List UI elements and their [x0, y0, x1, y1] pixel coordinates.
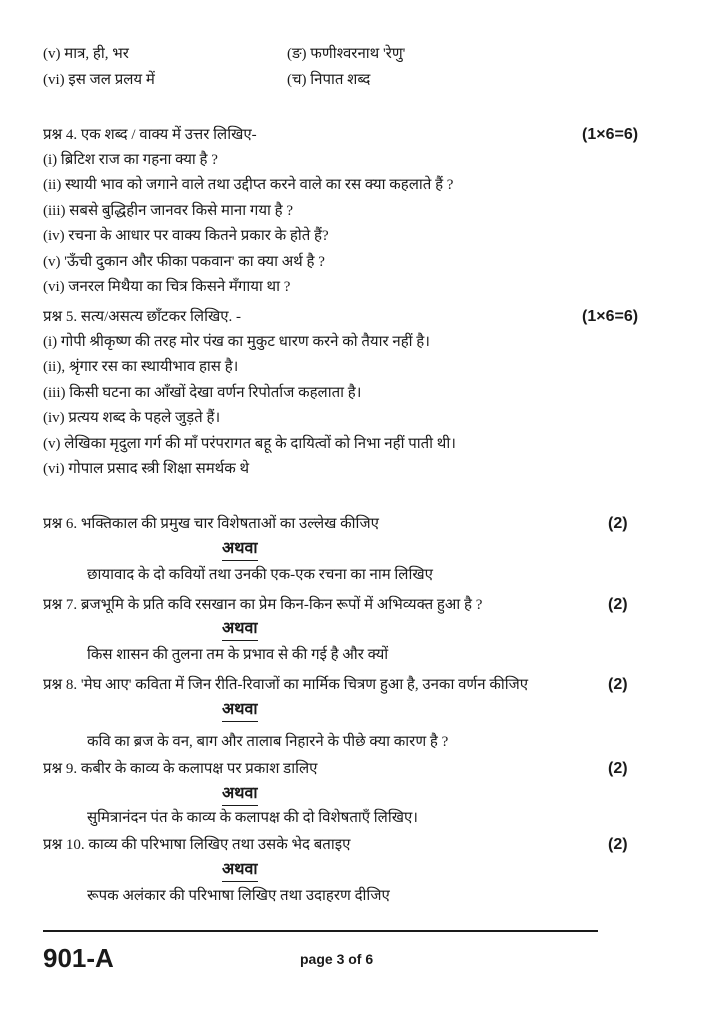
paper-code: 901-A: [43, 943, 114, 973]
q8-or-label: अथवा: [222, 700, 258, 722]
footer-divider: [43, 930, 598, 932]
q9-or-label: अथवा: [222, 784, 258, 806]
q10-text: प्रश्न 10. काव्य की परिभाषा लिखिए तथा उसके भेद बताइए: [43, 837, 351, 853]
q5-marks: (1×6=6): [582, 308, 639, 325]
q7-marks: (2): [608, 596, 628, 613]
q5-item: (iii) किसी घटना का आँखों देखा वर्णन रिपोर्ताज कहलाता है।: [43, 385, 362, 401]
q9-marks: (2): [608, 760, 628, 777]
q9-alternative: सुमित्रानंदन पंत के काव्य के कलापक्ष की दो विशेषताएँ लिखिए।: [87, 810, 418, 826]
carryover-right-nga: (ङ) फणीश्वरनाथ 'रेणु': [287, 46, 406, 62]
q4-item: (iv) रचना के आधार पर वाक्य कितने प्रकार के होते हैं?: [43, 228, 329, 244]
carryover-left-vi: (vi) इस जल प्रलय में: [43, 72, 155, 88]
q4-title: प्रश्न 4. एक शब्द / वाक्य में उत्तर लिखिए-: [43, 127, 257, 143]
q10-marks: (2): [608, 836, 628, 853]
q6-or-label: अथवा: [222, 539, 258, 561]
q5-item: (v) लेखिका मृदुला गर्ग की माँ परंपरागत बहू के दायित्वों को निभा नहीं पाती थी।: [43, 436, 456, 452]
q7-or-label: अथवा: [222, 619, 258, 641]
q7-text: प्रश्न 7. ब्रजभूमि के प्रति कवि रसखान का प्रेम किन-किन रूपों में अभिव्यक्त हुआ है ?: [43, 597, 483, 613]
carryover-right-cha: (च) निपात शब्द: [287, 72, 371, 88]
q8-alternative: कवि का ब्रज के वन, बाग और तालाब निहारने के पीछे क्या कारण है ?: [87, 734, 449, 750]
q8-marks: (2): [608, 676, 628, 693]
carryover-left-v: (v) मात्र, ही, भर: [43, 46, 129, 62]
q4-item: (iii) सबसे बुद्धिहीन जानवर किसे माना गया है ?: [43, 203, 294, 219]
q4-item: (v) 'ऊँची दुकान और फीका पकवान' का क्या अर्थ है ?: [43, 254, 325, 270]
q6-alternative: छायावाद के दो कवियों तथा उनकी एक-एक रचना का नाम लिखिए: [87, 567, 433, 583]
q8-text: प्रश्न 8. 'मेघ आए' कविता में जिन रीति-रिवाजों का मार्मिक चित्रण हुआ है, उनका वर्णन कीजिए: [43, 677, 529, 693]
q5-item: (iv) प्रत्यय शब्द के पहले जुड़ते हैं।: [43, 410, 221, 426]
q4-item: (ii) स्थायी भाव को जगाने वाले तथा उद्दीप्त करने वाले का रस क्या कहलाते हैं ?: [43, 177, 454, 193]
q10-alternative: रूपक अलंकार की परिभाषा लिखिए तथा उदाहरण दीजिए: [87, 888, 390, 904]
q5-item: (i) गोपी श्रीकृष्ण की तरह मोर पंख का मुकुट धारण करने को तैयार नहीं है।: [43, 334, 430, 350]
q4-marks: (1×6=6): [582, 126, 639, 143]
q5-item: (vi) गोपाल प्रसाद स्त्री शिक्षा समर्थक थे: [43, 461, 250, 477]
q5-title: प्रश्न 5. सत्य/असत्य छाँटकर लिखिए. -: [43, 309, 242, 325]
q4-item: (i) ब्रिटिश राज का गहना क्या है ?: [43, 152, 218, 168]
q5-item: (ii), श्रृंगार रस का स्थायीभाव हास है।: [43, 359, 239, 375]
q6-text: प्रश्न 6. भक्तिकाल की प्रमुख चार विशेषताओं का उल्लेख कीजिए: [43, 516, 379, 532]
q7-alternative: किस शासन की तुलना तम के प्रभाव से की गई है और क्यों: [87, 647, 389, 663]
q4-item: (vi) जनरल मिथैया का चित्र किसने मँगाया था ?: [43, 279, 291, 295]
q10-or-label: अथवा: [222, 860, 258, 882]
page-number: page 3 of 6: [300, 951, 374, 967]
q9-text: प्रश्न 9. कबीर के काव्य के कलापक्ष पर प्रकाश डालिए: [43, 761, 318, 777]
q6-marks: (2): [608, 515, 628, 532]
